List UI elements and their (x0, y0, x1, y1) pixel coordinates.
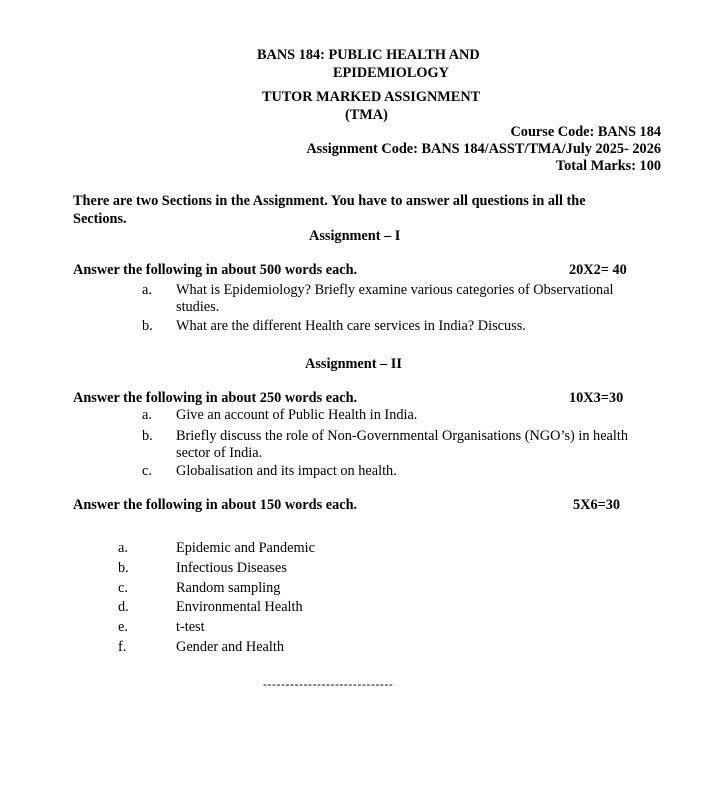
total-marks: Total Marks: 100 (555, 158, 661, 174)
end-divider: ----------------------------- (263, 677, 394, 691)
s2-q-c-letter: c. (142, 463, 152, 479)
s3-q-f-letter: f. (118, 639, 127, 655)
section1-heading: Assignment – I (309, 228, 401, 244)
s3-q-f-text: Gender and Health (176, 639, 284, 655)
course-code: Course Code: BANS 184 (510, 124, 661, 140)
s2-q-a-text: Give an account of Public Health in India. (176, 407, 418, 423)
section2-heading: Assignment – II (305, 356, 402, 372)
assignment-code: Assignment Code: BANS 184/ASST/TMA/July 2025- 2026 (306, 141, 661, 157)
s3-q-a-letter: a. (118, 540, 128, 556)
s3-q-c-text: Random sampling (176, 580, 281, 596)
intro-line1: There are two Sections in the Assignment. You have to answer all questions in all the (73, 193, 586, 209)
document-title-line2: EPIDEMIOLOGY (333, 65, 449, 81)
section3-marks: 5X6=30 (573, 497, 621, 513)
s1-q-b-letter: b. (142, 318, 153, 334)
tma-title-line1: TUTOR MARKED ASSIGNMENT (262, 89, 481, 105)
s3-q-b-letter: b. (118, 560, 129, 576)
s2-q-c-text: Globalisation and its impact on health. (176, 463, 397, 479)
tma-title-line2: (TMA) (345, 107, 388, 123)
s2-q-b-text: Briefly discuss the role of Non-Governmental Organisations (NGO’s) in health sector of India. (176, 428, 628, 461)
intro-line2: Sections. (73, 211, 127, 227)
s1-q-b-text: What are the different Health care services in India? Discuss. (176, 318, 526, 334)
section2-instruction: Answer the following in about 250 words each. (73, 390, 358, 406)
section1-marks: 20X2= 40 (569, 262, 627, 278)
s3-q-e-letter: e. (118, 619, 128, 635)
s3-q-e-text: t-test (176, 619, 205, 635)
s1-q-a-letter: a. (142, 282, 152, 298)
s3-q-c-letter: c. (118, 580, 128, 596)
section2-marks: 10X3=30 (569, 390, 624, 406)
s3-q-a-text: Epidemic and Pandemic (176, 540, 315, 556)
s2-q-a-letter: a. (142, 407, 152, 423)
section1-instruction: Answer the following in about 500 words each. (73, 262, 358, 278)
s1-q-a-text: What is Epidemiology? Briefly examine various categories of Observational studies. (176, 282, 614, 315)
section3-instruction: Answer the following in about 150 words each. (73, 497, 358, 513)
s3-q-b-text: Infectious Diseases (176, 560, 287, 576)
s3-q-d-text: Environmental Health (176, 599, 303, 615)
document-title-line1: BANS 184: PUBLIC HEALTH AND (257, 47, 480, 63)
s2-q-b-letter: b. (142, 428, 153, 444)
s3-q-d-letter: d. (118, 599, 129, 615)
